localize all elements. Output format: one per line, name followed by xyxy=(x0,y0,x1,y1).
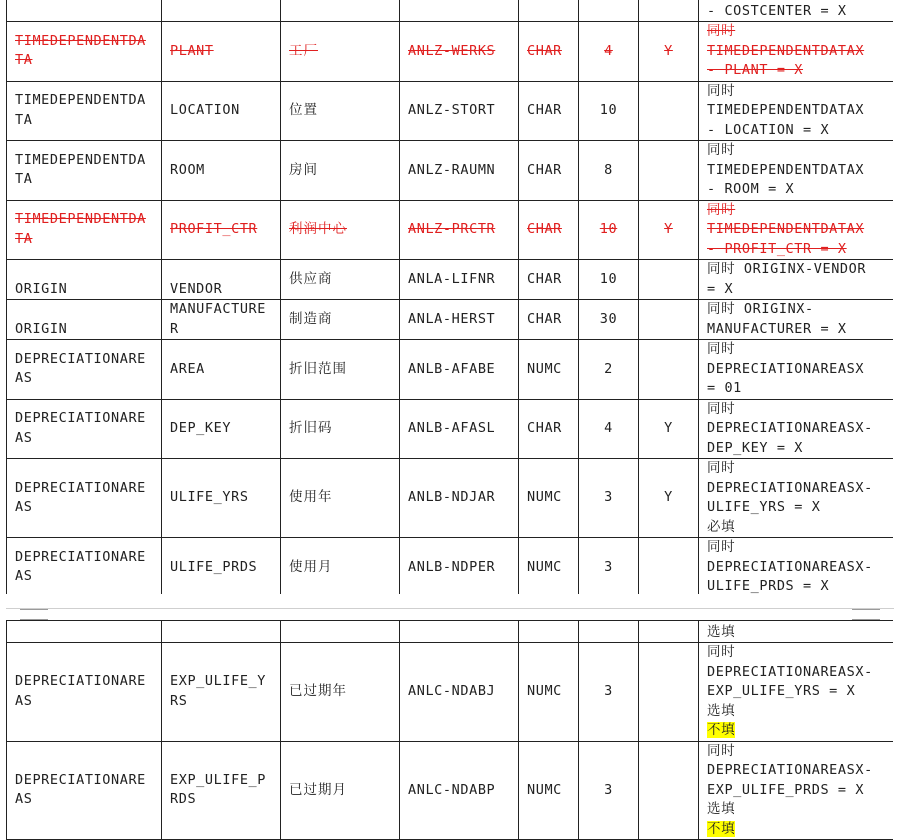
page-corner-mark-right xyxy=(852,609,880,620)
cell-data-type: CHAR xyxy=(519,399,579,459)
cell-note xyxy=(699,22,894,82)
description-text: 供应商 xyxy=(289,270,333,287)
table-row xyxy=(7,643,894,742)
cell-description xyxy=(281,340,400,400)
cell-note xyxy=(699,340,894,400)
cell-description xyxy=(281,643,400,742)
cell-required: Y xyxy=(639,459,699,538)
cell-description xyxy=(281,741,400,840)
cell-data-type: CHAR xyxy=(519,300,579,340)
cell-length: 3 xyxy=(579,459,639,538)
description-text: 折旧码 xyxy=(289,420,333,436)
empty-cell xyxy=(519,0,579,22)
note-line: EXP_ULIFE_YRS = X xyxy=(707,683,856,699)
cell-structure: TIMEDEPENDENTDATA xyxy=(7,81,162,141)
cell-note xyxy=(699,538,894,595)
cell-structure: DEPRECIATIONAREAS xyxy=(7,399,162,459)
note-line: DEPRECIATIONAREASX xyxy=(707,360,865,377)
note-line: ULIFE_PRDS = X xyxy=(707,578,830,594)
cell-required xyxy=(639,741,699,840)
cell-note xyxy=(699,741,894,840)
empty-cell xyxy=(639,621,699,643)
cell-required xyxy=(639,260,699,300)
table-row xyxy=(7,741,894,840)
description-text: 工厂 xyxy=(289,42,318,59)
cell-description xyxy=(281,538,400,595)
cell-field: ULIFE_YRS xyxy=(162,459,281,538)
empty-cell xyxy=(162,621,281,643)
cell-structure: DEPRECIATIONAREAS xyxy=(7,643,162,742)
note-line: - LOCATION = X xyxy=(707,121,830,138)
cell-field: EXP_ULIFE_PRDS xyxy=(162,741,281,840)
note-line: 同时 ORIGINX-VENDOR xyxy=(707,261,867,277)
cell-table-field: ANLZ-RAUMN xyxy=(400,141,519,201)
cell-required xyxy=(639,643,699,742)
note-highlight-line xyxy=(707,721,890,741)
note-line: DEPRECIATIONAREASX- xyxy=(707,479,873,496)
cell-required: Y xyxy=(639,200,699,260)
empty-cell xyxy=(281,0,400,22)
cell-table-field: ANLB-AFABE xyxy=(400,340,519,400)
note-line: 同时 xyxy=(707,460,736,476)
cell-table-field: ANLA-HERST xyxy=(400,300,519,340)
cell-structure: ORIGIN xyxy=(7,260,162,300)
cell-note xyxy=(699,459,894,538)
note-line: DEPRECIATIONAREASX- xyxy=(707,420,873,436)
cell-note: - COSTCENTER = X xyxy=(699,0,894,22)
cell-field: MANUFACTURER xyxy=(162,300,281,340)
cell-length: 3 xyxy=(579,538,639,595)
cell-description xyxy=(281,22,400,82)
field-mapping-table-continued xyxy=(6,620,893,840)
note-line: 同时 xyxy=(707,82,736,99)
table-row xyxy=(7,300,894,340)
document-page-2 xyxy=(6,620,893,840)
description-text: 利润中心 xyxy=(289,221,347,237)
cell-table-field: ANLC-NDABP xyxy=(400,741,519,840)
cell-required: Y xyxy=(639,22,699,82)
cell-description xyxy=(281,81,400,141)
cell-required xyxy=(639,340,699,400)
note-line: 同时 xyxy=(707,23,736,39)
note-highlight-line xyxy=(707,820,890,840)
note-line: 同时 xyxy=(707,539,736,555)
description-text: 使用年 xyxy=(289,489,333,506)
cell-field: EXP_ULIFE_YRS xyxy=(162,643,281,742)
note-line: 同时 xyxy=(707,644,736,660)
note-line: TIMEDEPENDENTDATAX xyxy=(707,102,865,118)
cell-table-field: ANLB-NDJAR xyxy=(400,459,519,538)
document-page-1 xyxy=(6,0,893,594)
note-line: ULIFE_YRS = X xyxy=(707,499,821,515)
cell-data-type: CHAR xyxy=(519,141,579,201)
description-text: 折旧范围 xyxy=(289,360,347,377)
cell-length: 2 xyxy=(579,340,639,400)
cell-field: LOCATION xyxy=(162,81,281,141)
description-text: 制造商 xyxy=(289,310,333,327)
note-line: DEPRECIATIONAREASX- xyxy=(707,663,873,680)
empty-cell xyxy=(7,0,162,22)
note-line: TIMEDEPENDENTDATAX xyxy=(707,161,865,178)
note-line: DEPRECIATIONAREASX- xyxy=(707,762,873,778)
description-text: 已过期月 xyxy=(289,781,347,798)
cell-note xyxy=(699,141,894,201)
note-line: 同时 xyxy=(707,400,736,417)
cell-structure: TIMEDEPENDENTDATA xyxy=(7,141,162,201)
cell-field: ULIFE_PRDS xyxy=(162,538,281,595)
cell-required xyxy=(639,81,699,141)
empty-cell xyxy=(7,621,162,643)
table-row xyxy=(7,459,894,538)
empty-cell xyxy=(400,0,519,22)
cell-length: 4 xyxy=(579,22,639,82)
table-row xyxy=(7,260,894,300)
note-line: DEP_KEY = X xyxy=(707,439,804,456)
cell-data-type: NUMC xyxy=(519,643,579,742)
note-line: MANUFACTURER = X xyxy=(707,320,847,337)
cell-field: AREA xyxy=(162,340,281,400)
highlighted-note: 不填 xyxy=(707,722,736,738)
cell-length: 10 xyxy=(579,81,639,141)
field-mapping-table xyxy=(6,0,893,594)
cell-note xyxy=(699,200,894,260)
table-row xyxy=(7,81,894,141)
cell-table-field: ANLZ-PRCTR xyxy=(400,200,519,260)
empty-cell xyxy=(281,621,400,643)
page-corner-mark-left xyxy=(20,609,48,620)
cell-description xyxy=(281,300,400,340)
note-line: 必填 xyxy=(707,518,736,535)
cell-structure: TIMEDEPENDENTDATA xyxy=(7,200,162,260)
note-line: - ROOM = X xyxy=(707,181,795,197)
table-row xyxy=(7,22,894,82)
cell-length: 10 xyxy=(579,260,639,300)
note-line: 同时 xyxy=(707,341,736,357)
note-line: 同时 xyxy=(707,742,736,759)
cell-required xyxy=(639,141,699,201)
table-row xyxy=(7,141,894,201)
note-line: 同时 xyxy=(707,142,736,158)
page-break xyxy=(0,594,900,620)
table-row xyxy=(7,340,894,400)
cell-structure: ORIGIN xyxy=(7,300,162,340)
cell-description xyxy=(281,459,400,538)
cell-length: 3 xyxy=(579,741,639,840)
cell-description xyxy=(281,141,400,201)
cell-description xyxy=(281,260,400,300)
empty-cell xyxy=(519,621,579,643)
cell-note xyxy=(699,643,894,742)
table-row xyxy=(7,399,894,459)
cell-required xyxy=(639,538,699,595)
table-row-continued xyxy=(7,621,894,643)
cell-length: 8 xyxy=(579,141,639,201)
empty-cell xyxy=(579,621,639,643)
cell-note xyxy=(699,399,894,459)
table-row-continued xyxy=(7,0,894,22)
note-line: TIMEDEPENDENTDATAX xyxy=(707,221,865,237)
cell-data-type: CHAR xyxy=(519,22,579,82)
cell-length: 4 xyxy=(579,399,639,459)
description-text: 已过期年 xyxy=(289,683,347,699)
cell-data-type: CHAR xyxy=(519,260,579,300)
cell-field: DEP_KEY xyxy=(162,399,281,459)
page-break-line xyxy=(6,608,894,609)
cell-field: ROOM xyxy=(162,141,281,201)
cell-note xyxy=(699,300,894,340)
cell-table-field: ANLZ-WERKS xyxy=(400,22,519,82)
cell-data-type: CHAR xyxy=(519,81,579,141)
cell-field: PLANT xyxy=(162,22,281,82)
note-line: EXP_ULIFE_PRDS = X xyxy=(707,781,865,798)
cell-table-field: ANLZ-STORT xyxy=(400,81,519,141)
cell-length: 10 xyxy=(579,200,639,260)
cell-note xyxy=(699,81,894,141)
table-row xyxy=(7,200,894,260)
note-line: 同时 ORIGINX- xyxy=(707,301,814,317)
cell-data-type: NUMC xyxy=(519,340,579,400)
cell-structure: DEPRECIATIONAREAS xyxy=(7,459,162,538)
description-text: 使用月 xyxy=(289,558,333,575)
cell-structure: DEPRECIATIONAREAS xyxy=(7,741,162,840)
note-line: = 01 xyxy=(707,380,742,396)
cell-required xyxy=(639,300,699,340)
table-row xyxy=(7,538,894,595)
highlighted-note: 不填 xyxy=(707,820,736,837)
note-line: 选填 xyxy=(707,801,736,817)
cell-note xyxy=(699,260,894,300)
empty-cell xyxy=(579,0,639,22)
cell-data-type: NUMC xyxy=(519,741,579,840)
cell-field: PROFIT_CTR xyxy=(162,200,281,260)
cell-structure: DEPRECIATIONAREAS xyxy=(7,538,162,595)
note-line: 选填 xyxy=(707,702,736,719)
cell-structure: TIMEDEPENDENTDATA xyxy=(7,22,162,82)
empty-cell xyxy=(400,621,519,643)
cell-table-field: ANLC-NDABJ xyxy=(400,643,519,742)
cell-structure: DEPRECIATIONAREAS xyxy=(7,340,162,400)
cell-description xyxy=(281,200,400,260)
note-line: = X xyxy=(707,280,734,297)
cell-table-field: ANLB-NDPER xyxy=(400,538,519,595)
note-line: DEPRECIATIONAREASX- xyxy=(707,558,873,575)
note-line: TIMEDEPENDENTDATAX xyxy=(707,42,865,59)
note-line: - PROFIT_CTR = X xyxy=(707,240,847,257)
cell-table-field: ANLB-AFASL xyxy=(400,399,519,459)
cell-data-type: NUMC xyxy=(519,459,579,538)
empty-cell xyxy=(162,0,281,22)
cell-data-type: NUMC xyxy=(519,538,579,595)
cell-description xyxy=(281,399,400,459)
cell-data-type: CHAR xyxy=(519,200,579,260)
cell-required: Y xyxy=(639,399,699,459)
cell-note: 选填 xyxy=(699,621,894,643)
empty-cell xyxy=(639,0,699,22)
cell-table-field: ANLA-LIFNR xyxy=(400,260,519,300)
cell-length: 30 xyxy=(579,300,639,340)
note-line: 同时 xyxy=(707,201,736,218)
description-text: 位置 xyxy=(289,102,318,118)
description-text: 房间 xyxy=(289,161,318,178)
cell-field: VENDOR xyxy=(162,260,281,300)
cell-length: 3 xyxy=(579,643,639,742)
note-line: - PLANT = X xyxy=(707,62,804,78)
